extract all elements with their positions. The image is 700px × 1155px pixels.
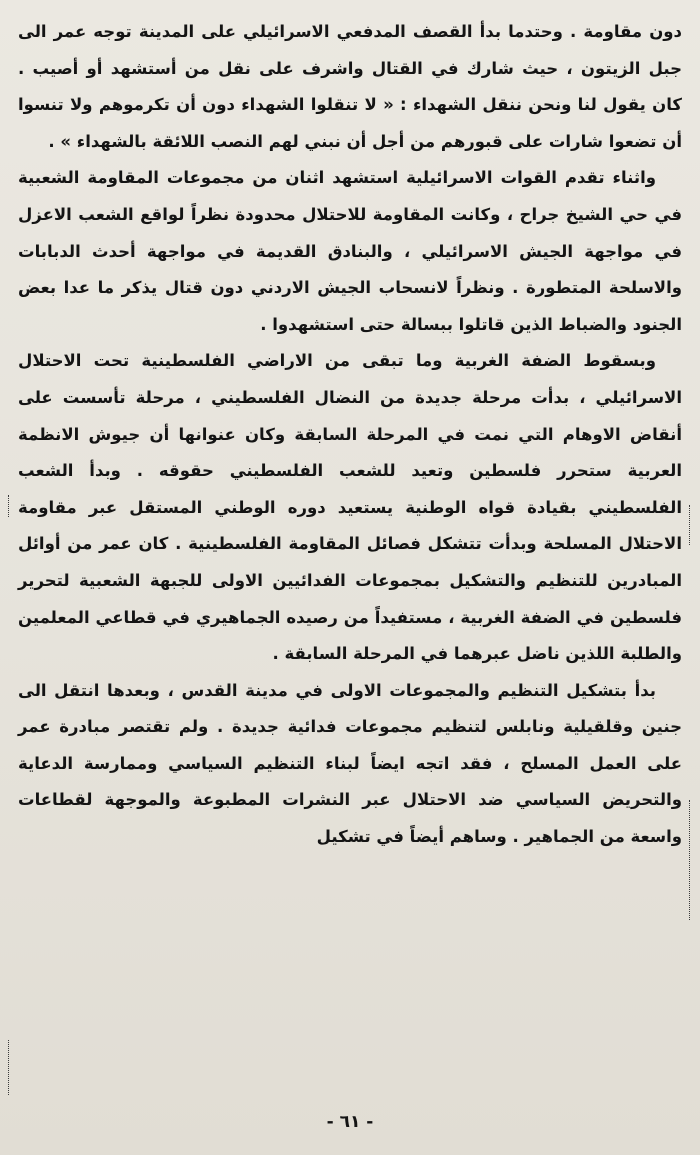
- paragraph-2: واثناء تقدم القوات الاسرائيلية استشهد اثنان من مجموعات المقاومة الشعبية في حي الشيخ جراح ، وكانت المقاومة للاحتلال محدودة نظراً لواقع الشعب الاعزل في مواجهة الجيش الاسرائيلي ، والبنادق القديمة في مواجهة أحدث الدبابات والاسلحة المتطورة . ونظراً لانسحاب الجيش الاردني دون قتال يذكر ما عدا بعض الجنود والضباط الذين قاتلوا ببسالة حتى استشهدوا .: [18, 168, 682, 334]
- margin-mark: [689, 505, 690, 545]
- page-number: - ٦١ -: [326, 1112, 374, 1132]
- paragraph-4: بدأ بتشكيل التنظيم والمجموعات الاولى في مدينة القدس ، وبعدها انتقل الى جنين وقلقيلية ونابلس لتنظيم مجموعات فدائية جديدة . ولم تقتصر مبادرة عمر على العمل المسلح ، فقد اتجه ايضاً لبناء التنظيم السياسي وممارسة الدعاية والتحريض السياسي ضد الاحتلال عبر النشرات المطبوعة والموجهة لقطاعات واسعة من الجماهير . وساهم أيضاً في تشكيل: [18, 680, 682, 847]
- margin-mark: [689, 800, 690, 920]
- margin-mark: [8, 1040, 9, 1095]
- paragraph-3: وبسقوط الضفة الغربية وما تبقى من الاراضي الفلسطينية تحت الاحتلال الاسرائيلي ، بدأت مرحلة جديدة من النضال الفلسطيني ، مرحلة تأسست على أنقاض الاوهام التي نمت في المرحلة السابقة وكان عنوانها أن جيوش الانظمة العربية ستحرر فلسطين وتعيد للشعب الفلسطيني حقوقه . وبدأ الشعب الفلسطيني بقيادة قواه الوطنية يستعيد دوره الوطني المستقل عبر مقاومة الاحتلال المسلحة وبدأت تتشكل فصائل المقاومة الفلسطينية . كان عمر من أوائل المبادرين للتنظيم والتشكيل بمجموعات الفدائيين الاولى للجبهة الشعبية لتحرير فلسطين في الضفة الغربية ، مستفيداً من رصيده الجماهيري في قطاعي المعلمين والطلبة اللذين ناضل عبرهما في المرحلة السابقة .: [18, 351, 682, 664]
- paragraph-1: دون مقاومة . وحتدما بدأ القصف المدفعي الاسرائيلي على المدينة توجه عمر الى جبل الزيتون ، حيث شارك في القتال واشرف على نقل من أستشهد أو أصيب . كان يقول لنا ونحن ننقل الشهداء : « لا تنقلوا الشهداء دون أن تكرموهم ولا تنسوا أن تضعوا شارات على قبورهم من أجل أن نبني لهم النصب اللائقة بالشهداء » .: [18, 22, 682, 151]
- margin-mark: [8, 495, 9, 517]
- body-text: [18, 14, 682, 856]
